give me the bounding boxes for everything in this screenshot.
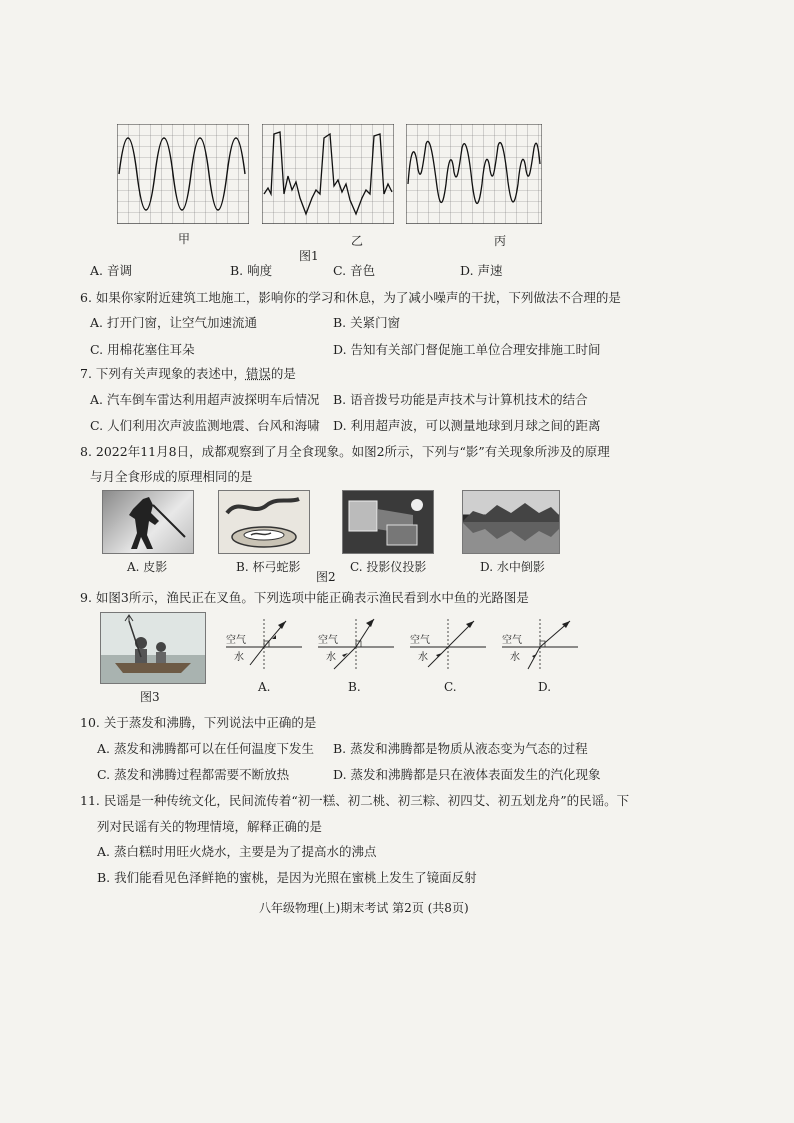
waveform-yi [262,124,394,224]
option: C. 音色 [333,263,376,278]
question-stem: 11. 民谣是一种传统文化，民间流传着“初一糕、初二桃、初三粽、初四艾、初五划龙舟”的民谣。下 [80,793,630,808]
option: B. 语音拨号功能是声技术与计算机技术的结合 [333,392,588,407]
option: B. 蒸发和沸腾都是物质从液态变为气态的过程 [333,741,588,756]
fig2-caption: 图2 [316,570,336,584]
fig1-label-yi: 乙 [351,234,364,248]
option: D. 告知有关部门督促施工单位合理安排施工时间 [333,342,601,357]
fisherman-drawing [101,613,205,683]
option: C. 用棉花塞住耳朵 [90,342,195,357]
cup-snake-drawing [219,491,309,553]
fig3-caption: 图3 [140,690,160,704]
option: B. 关紧门窗 [333,315,401,330]
option: A. 蒸白糕时用旺火烧水，主要是为了提高水的沸点 [97,844,377,859]
water-label: 水 [510,652,520,663]
question-stem: 列对民谣有关的物理情境，解释正确的是 [97,819,323,834]
option: D. 利用超声波，可以测量地球到月球之间的距离 [333,418,601,433]
diagram-c-label: C. [444,680,457,694]
diagram-d-label: D. [538,680,552,694]
photo-cup-snake [218,490,310,554]
stem-post: 的是 [270,366,296,381]
light-path-diagram-c [408,615,488,671]
question-stem: 10. 关于蒸发和沸腾，下列说法中正确的是 [80,715,317,730]
diagram-a-label: A. [258,680,271,694]
option: D. 水中倒影 [480,560,545,574]
light-path-diagram-a [224,615,304,671]
option: C. 蒸发和沸腾过程都需要不断放热 [97,767,290,782]
reflection-drawing [463,491,559,553]
water-label: 水 [326,652,336,663]
air-label: 空气 [502,635,522,646]
emphasis-word: 错误 [245,366,271,381]
option: A. 皮影 [127,560,168,574]
option: D. 声速 [460,263,503,278]
question-stem: 8. 2022年11月8日，成都观察到了月全食现象。如图2所示，下列与“影”有关现象所涉及的原理 [80,444,610,459]
water-label: 水 [418,652,428,663]
waveform-bing [406,124,542,224]
fig1-caption: 图1 [299,249,319,263]
air-label: 空气 [410,635,430,646]
photo-shadow-puppet [102,490,194,554]
fig1-label-bing: 丙 [494,234,507,248]
option: C. 人们利用次声波监测地震、台风和海啸 [90,418,320,433]
option: A. 打开门窗，让空气加速流通 [90,315,257,330]
question-stem: 6. 如果你家附近建筑工地施工，影响你的学习和休息，为了减小噪声的干扰，下列做法不合理的是 [80,290,621,305]
water-label: 水 [234,652,244,663]
fig1-label-jia: 甲 [178,232,191,246]
air-label: 空气 [226,635,246,646]
option: C. 投影仪投影 [350,560,427,574]
light-path-diagram-d [500,615,580,671]
waveform-jia [117,124,249,224]
option: B. 响度 [230,263,273,278]
question-stem [80,366,296,382]
option: D. 蒸发和沸腾都是只在液体表面发生的汽化现象 [333,767,601,782]
question-stem: 9. 如图3所示，渔民正在叉鱼。下列选项中能正确表示渔民看到水中鱼的光路图是 [80,590,529,605]
option: B. 杯弓蛇影 [236,560,301,574]
light-path-diagram-b [316,615,396,671]
photo-water-reflection [462,490,560,554]
question-stem: 与月全食形成的原理相同的是 [90,469,253,484]
option: B. 我们能看见色泽鲜艳的蜜桃，是因为光照在蜜桃上发生了镜面反射 [97,870,477,885]
photo-fisherman [100,612,206,684]
diagram-b-label: B. [348,680,361,694]
option: A. 音调 [90,263,132,278]
option: A. 汽车倒车雷达利用超声波探明车后情况 [90,392,320,407]
stem-pre: 7. 下列有关声现象的表述中， [80,366,246,381]
projector-drawing [343,491,433,553]
shadow-puppet-figure [103,491,193,553]
photo-projector [342,490,434,554]
option: A. 蒸发和沸腾都可以在任何温度下发生 [97,741,314,756]
page-footer: 八年级物理(上)期末考试 第2页 (共8页) [259,901,469,915]
air-label: 空气 [318,635,338,646]
